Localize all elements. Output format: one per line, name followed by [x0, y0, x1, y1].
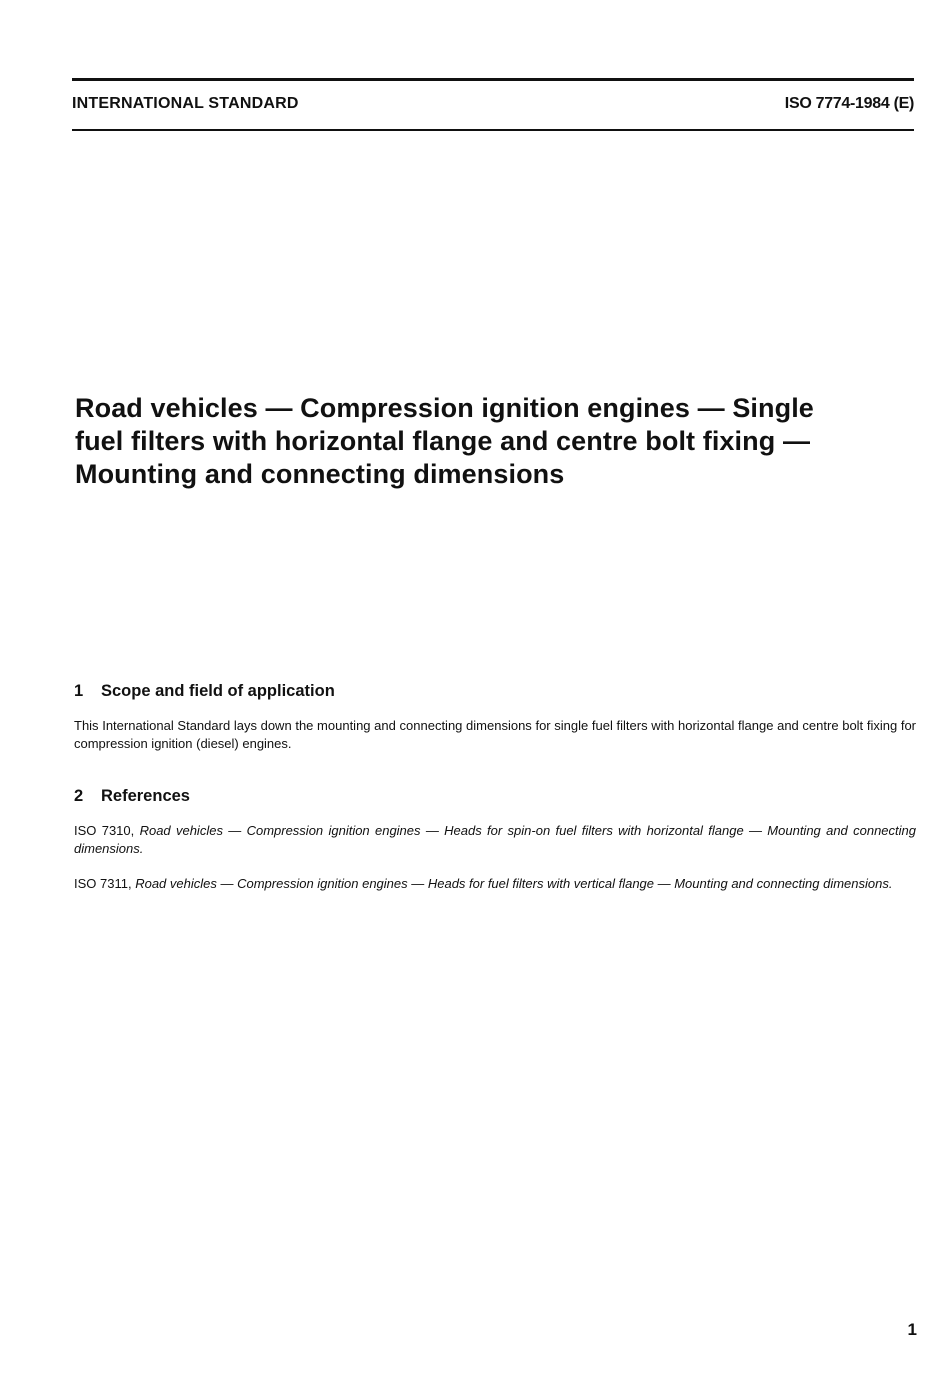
page-number: 1: [907, 1320, 917, 1339]
reference-item: [74, 822, 916, 858]
section-heading-references: [74, 787, 916, 806]
section-title: Scope and field of application: [101, 682, 335, 700]
section-references: [74, 787, 916, 910]
section-scope: [74, 682, 916, 753]
header-bottom-rule: [72, 129, 914, 131]
title-line-1: Road vehicles — Compression ignition engines — Single: [75, 393, 814, 423]
title-line-2: fuel filters with horizontal flange and centre bolt fixing —: [75, 426, 811, 456]
document-title: [75, 392, 925, 491]
scope-paragraph: This International Standard lays down the mounting and connecting dimensions for single fuel filters with horizontal flange and centre bolt fixing for compression ignition (diesel) engines.: [74, 718, 916, 751]
reference-title: Road vehicles — Compression ignition engines — Heads for spin-on fuel filters with horizontal flange — Mounting and connecting dimensions.: [74, 823, 916, 856]
header-top-rule: [72, 78, 914, 81]
reference-title: Road vehicles — Compression ignition engines — Heads for fuel filters with vertical flange — Mounting and connecting dimensions.: [135, 876, 893, 891]
section-number: 2: [74, 787, 84, 805]
title-line-3: Mounting and connecting dimensions: [75, 459, 565, 489]
reference-code: ISO 7311,: [74, 876, 132, 891]
section-number: 1: [74, 682, 84, 700]
section-title: References: [101, 787, 190, 805]
reference-item: [74, 875, 916, 893]
section-heading-scope: [74, 682, 916, 701]
document-number-label: ISO 7774-1984 (E): [784, 95, 914, 112]
reference-code: ISO 7310,: [74, 823, 135, 838]
document-type-label: INTERNATIONAL STANDARD: [72, 95, 299, 112]
